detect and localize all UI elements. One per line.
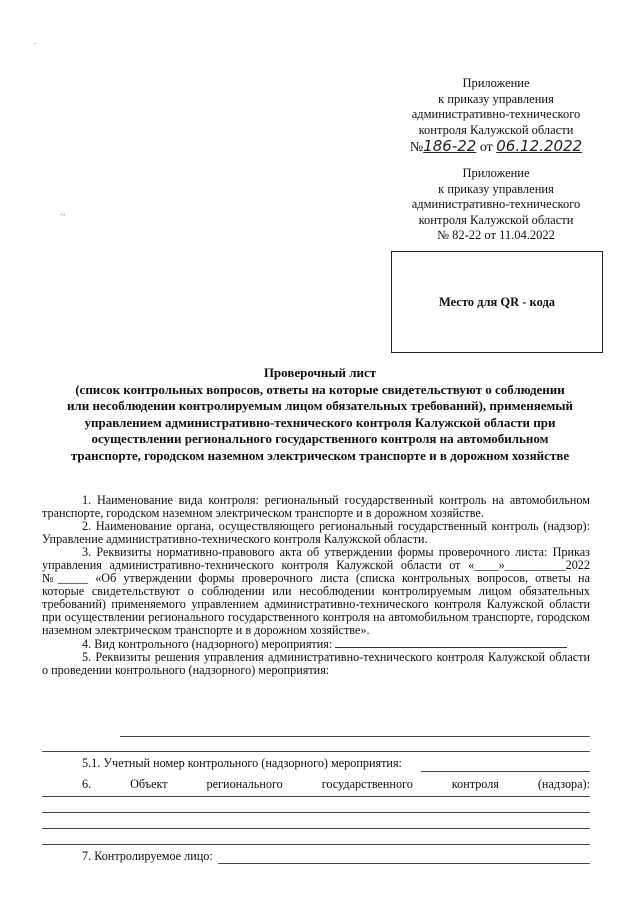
blank-line-item-5 xyxy=(42,751,590,752)
annex-old xyxy=(388,166,604,244)
title-line: осуществлении регионального государственного контроля на автомобильном xyxy=(91,431,549,446)
scan-speck: . xyxy=(34,36,37,47)
annex-title: Приложение xyxy=(462,166,530,180)
qr-code-placeholder xyxy=(391,251,603,353)
handwritten-date: 06.12.2022 xyxy=(496,137,583,155)
item-3: 3. Реквизиты нормативно-правового акта об утверждении формы проверочного листа: Приказ управления административно-технического контроля Калужской области от «____»__________2022 №_____ «Об утверждении формы проверочного листа (списка контрольных вопросов, ответы на которые свидетельствуют о соблюдении или несоблюдении контролируемым лицом обязательных требований) применяемого управлением административно-технического контроля Калужской области при осуществлении регионального государственного контроля на автомобильном транспорте, городском наземном электрическом транспорте и в дорожном хозяйстве». xyxy=(42,545,590,637)
annex-line: контроля Калужской области xyxy=(418,122,574,137)
item-1: 1. Наименование вида контроля: региональный государственный контроль на автомобильном транспорте, городском наземном электрическом транспорте и в дорожном хозяйстве. xyxy=(42,493,590,520)
annex-title: Приложение xyxy=(462,76,530,90)
item-7-row xyxy=(82,850,590,863)
annex-number-line xyxy=(388,139,604,156)
document-title xyxy=(20,365,620,464)
annex-line: административно-технического xyxy=(411,107,581,121)
title-line: транспорте, городском наземном электрическом транспорте и в дорожном хозяйстве xyxy=(70,447,570,463)
item-6-row xyxy=(82,778,590,791)
blank-line-item-5 xyxy=(120,736,590,737)
item-5: 5. Реквизиты решения управления административно-технического контроля Калужской области о проведении контрольного (надзорного) мероприятия: xyxy=(42,650,590,677)
title-line: или несоблюдении контролируемым лицом обязательных требований), применяемый xyxy=(66,398,574,413)
annex-line: к приказу управления xyxy=(438,181,554,196)
blank-line-item-7 xyxy=(218,863,590,864)
blank-line-item-6 xyxy=(42,812,590,813)
item-6: 6. Объект регионального государственного контроля (надзора): xyxy=(82,777,590,791)
item-4-row xyxy=(42,637,590,651)
item-4: 4. Вид контрольного (надзорного) мероприятия: xyxy=(82,637,333,651)
item-5-1: 5.1. Учетный номер контрольного (надзорного) мероприятия: xyxy=(82,756,402,770)
item-4-blank xyxy=(335,637,567,648)
date-prefix: от xyxy=(479,140,493,155)
annex-line: к приказу управления xyxy=(438,91,554,106)
blank-line-item-5-1 xyxy=(421,771,590,772)
item-2: 2. Наименование органа, осуществляющего региональный государственный контроль (надзор): Управление административно-технического контроля Калужской области. xyxy=(42,519,590,546)
qr-placeholder-label: Место для QR - кода xyxy=(438,294,556,309)
title-line: (список контрольных вопросов, ответы на которые свидетельствуют о соблюдении xyxy=(75,381,565,397)
blank-line-item-6 xyxy=(42,844,590,845)
title-main: Проверочный лист xyxy=(263,365,377,380)
number-prefix: № xyxy=(409,140,424,155)
annex-number-line: № 82-22 от 11.04.2022 xyxy=(437,228,555,242)
document-body xyxy=(42,494,590,677)
scan-speck: ~ xyxy=(60,210,66,221)
item-7: 7. Контролируемое лицо: xyxy=(82,849,213,863)
title-line: управлением административно-технического контроля Калужской области при xyxy=(84,414,556,430)
blank-line-item-6 xyxy=(42,796,590,797)
handwritten-number: 186-22 xyxy=(423,137,477,155)
annex-new xyxy=(388,76,604,156)
item-5-1-row xyxy=(82,757,590,770)
blank-line-item-6 xyxy=(42,828,590,829)
annex-line: административно-технического xyxy=(411,197,581,211)
annex-line: контроля Калужской области xyxy=(418,212,574,227)
